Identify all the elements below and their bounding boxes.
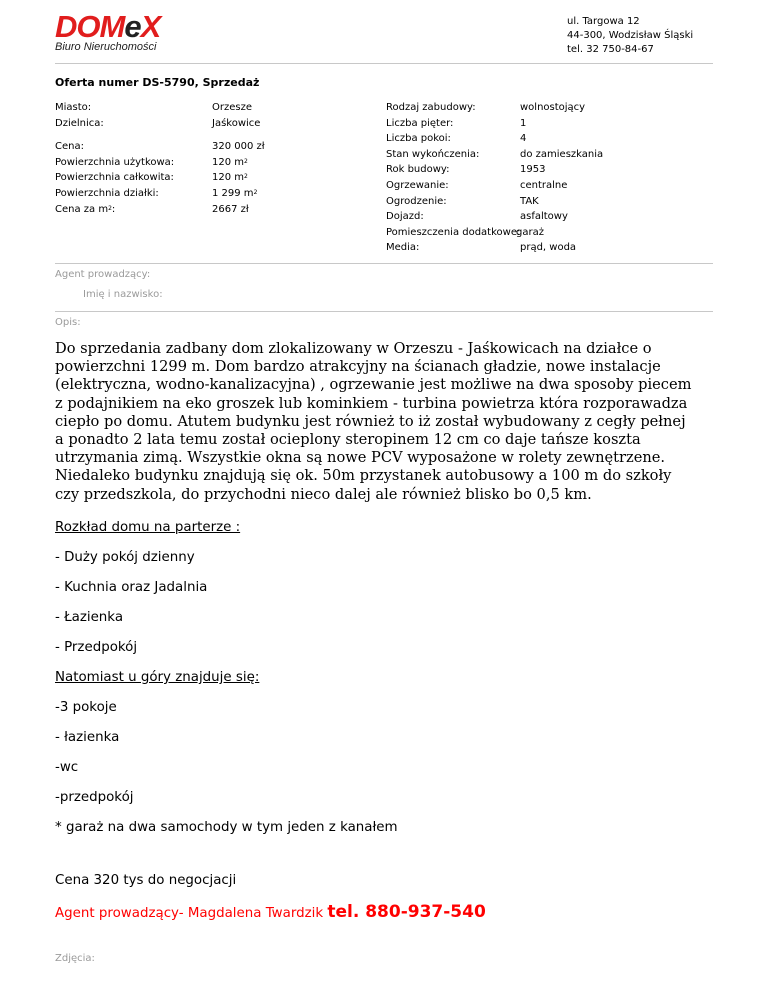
fact-label: Media: [386, 242, 420, 254]
fact-label: Rok budowy: [386, 164, 450, 176]
agent-divider [55, 311, 713, 312]
fact-label: Stan wykończenia: [386, 148, 480, 160]
fact-label: Powierzchnia użytkowa: [55, 156, 175, 168]
fact-row [55, 139, 265, 155]
photos-label: Zdjęcia: [55, 953, 95, 964]
price-note: Cena 320 tys do negocjacji [55, 873, 237, 888]
agent-section-label: Agent prowadzący: [55, 269, 151, 280]
agent-phone: tel. 880-937-540 [327, 902, 486, 922]
fact-value: 120 $m^2$ [212, 172, 248, 184]
fact-value: centralne [520, 179, 568, 191]
company-phone: tel. 32 750-84-67 [567, 44, 654, 55]
fact-row [386, 100, 586, 116]
fact-value: 2667 zł [212, 203, 249, 215]
fact-value: TAK [520, 195, 539, 207]
fact-value: 1 299 $m^2$ [212, 187, 258, 199]
address-city: 44-300, Wodzisław Śląski [567, 30, 694, 41]
fact-value: prąd, woda [520, 242, 577, 254]
description-label: Opis: [55, 317, 81, 328]
fact-row [386, 147, 604, 163]
logo-word-x: X [140, 9, 161, 44]
list-item: -3 pokoje [55, 700, 117, 715]
fact-label: Miasto: [55, 102, 92, 113]
fact-row [386, 194, 539, 210]
fact-row [386, 116, 527, 132]
fact-value: 120 $m^2$ [212, 156, 248, 168]
list-item: - Przedpokój [55, 640, 138, 655]
fact-row [386, 178, 568, 194]
fact-value: 320 000 zł [212, 141, 265, 153]
facts-divider [55, 263, 713, 264]
address-street: ul. Targowa 12 [567, 16, 640, 27]
company-address [567, 15, 693, 57]
fact-row [55, 202, 249, 218]
ground-floor-heading: Rozkład domu na parterze : [55, 520, 241, 535]
fact-row [55, 170, 248, 186]
facts-left [55, 100, 265, 217]
fact-label: Powierzchnia działki: [55, 187, 159, 199]
fact-label: Ogrodzenie: [386, 195, 447, 207]
fact-label: Powierzchnia całkowita: [55, 172, 174, 184]
fact-label: Dzielnica: [55, 117, 104, 129]
fact-label: Cena za $m^2$: [55, 203, 116, 215]
fact-label: Dojazd: [386, 211, 424, 223]
fact-label: Ogrzewanie: [386, 179, 449, 191]
list-item: - łazienka [55, 730, 120, 745]
header [55, 0, 713, 62]
fact-row [55, 155, 248, 171]
list-item: - Duży pokój dzienny [55, 550, 195, 565]
fact-value: asfaltowy [520, 211, 568, 223]
fact-value: Orzesze [212, 102, 252, 113]
logo-subtitle: Biuro Nieruchomości [55, 41, 157, 53]
list-item: -wc [55, 760, 79, 775]
logo-word-e: e [124, 9, 141, 44]
fact-row [386, 162, 546, 178]
fact-label: Rodzaj zabudowy: [386, 102, 476, 113]
list-item: - Kuchnia oraz Jadalnia [55, 580, 208, 595]
fact-value: wolnostojący [520, 102, 586, 113]
fact-row [386, 240, 577, 256]
fact-row [386, 131, 527, 147]
fact-value: 1 [520, 117, 527, 129]
fact-value: 4 [520, 133, 527, 145]
company-logo [55, 9, 161, 53]
list-item: -przedpokój [55, 790, 134, 805]
offer-page [55, 0, 713, 964]
fact-row [55, 116, 261, 132]
fact-value: do zamieszkania [520, 148, 604, 160]
fact-label: Cena: [55, 141, 84, 153]
agent-name-label: Imię i nazwisko: [83, 289, 163, 300]
fact-label: Liczba pokoi: [386, 133, 451, 145]
fact-row [386, 225, 544, 241]
header-divider [55, 63, 713, 64]
upper-floor-heading: Natomiast u góry znajduje się: [55, 670, 260, 685]
fact-label: Liczba pięter: [386, 117, 454, 129]
fact-row [55, 186, 258, 202]
fact-row [386, 209, 568, 225]
fact-row [55, 100, 252, 116]
list-item: - Łazienka [55, 610, 124, 625]
fact-value: garaż [516, 226, 544, 238]
offer-title: Oferta numer DS-5790, Sprzedaż [55, 76, 260, 89]
description-text: Do sprzedania zadbany dom zlokalizowany w Orzeszu - Jaśkowicach na działce o powierzchni 1299 m. Dom bardzo atrakcyjny na ścianach gładzie, nowe instalacje (elektryczna, wodno-kanalizacyjna) , ogrzewanie jest możliwe na dwa sposoby piecem z podajnikiem na eko groszek lub kominkiem - turbina powietrza która rozporawadza ciepło po domu. Atutem budynku jest również to iż został wybudowany z cegły pełnej a ponadto 2 lata temu został ocieplony steropinem 12 cm co daje tańsze koszta utrzymania zimą. Wszystkie okna są nowe PCV wyposażone w rolety zewnętrzene. Niedaleko budynku znajdują się ok. 50m przystanek autobusowy a 100 m do szkoły czy przedszkola, do przychodni nieco dalej ale również blisko bo 0,5 km. [55, 340, 692, 503]
logo-word-dom: DOM [55, 9, 125, 44]
list-item: * garaż na dwa samochody w tym jeden z kanałem [55, 820, 398, 835]
fact-label: Pomieszczenia dodatkowe: [386, 226, 521, 238]
agent-name: Agent prowadzący- Magdalena Twardzik [55, 906, 328, 921]
agent-contact-line [55, 902, 486, 922]
facts-right [386, 100, 604, 256]
fact-value: 1953 [520, 164, 546, 176]
fact-value: Jaśkowice [212, 117, 261, 129]
